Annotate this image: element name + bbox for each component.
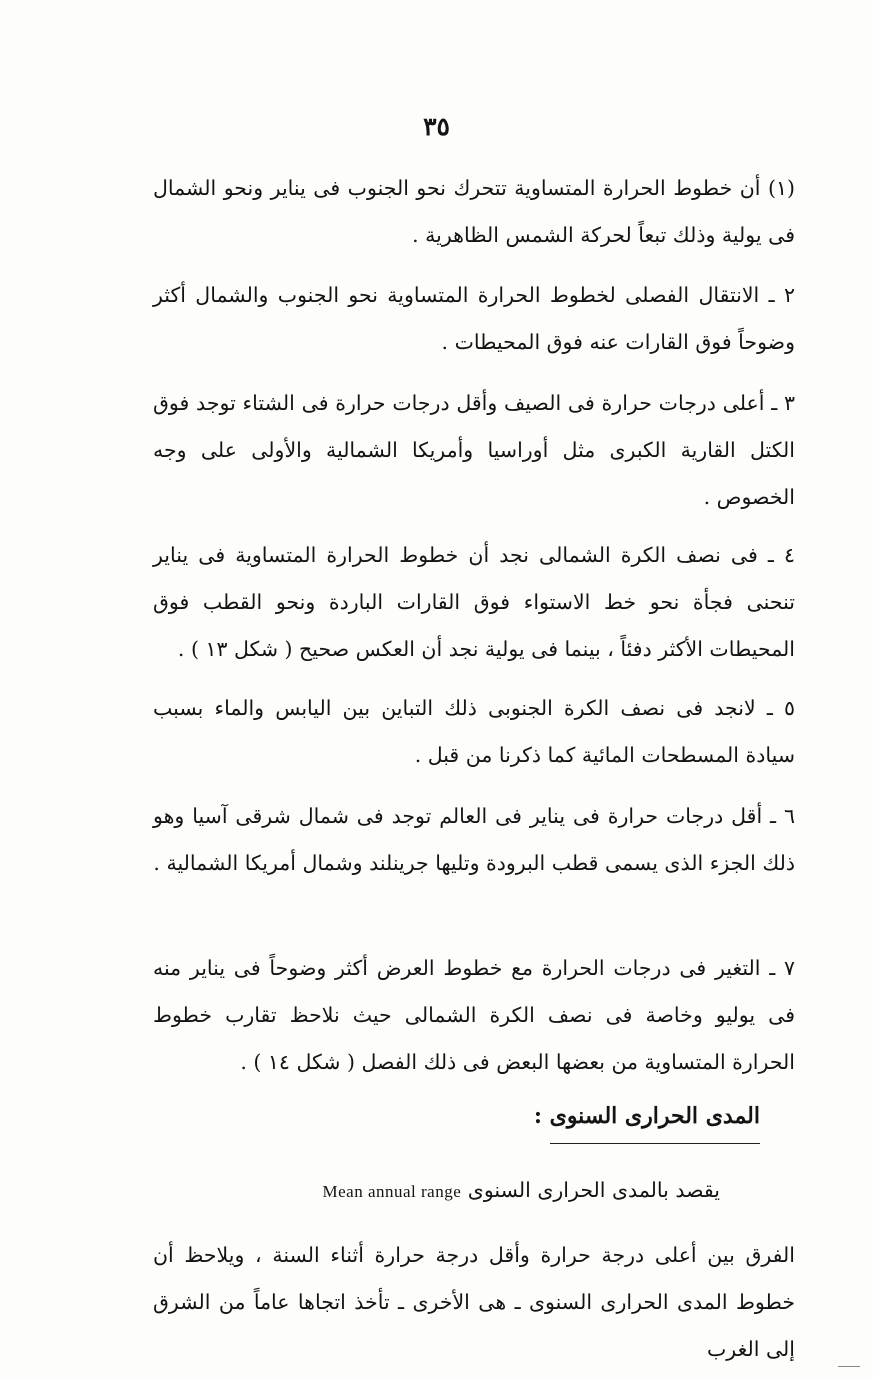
paragraph-1: (١) أن خطوط الحرارة المتساوية تتحرك نحو الجنوب فى يناير ونحو الشمال فى يولية وذلك تبعاً لحركة الشمس الظاهرية . (153, 176, 795, 247)
definition-line (322, 1178, 720, 1202)
paragraph-4: ٤ ـ فى نصف الكرة الشمالى نجد أن خطوط الحرارة المتساوية فى يناير تنحنى فجأة نحو خط الاستواء فوق القارات الباردة ونحو القطب فوق المحيطات الأكثر دفئاً ، بينما فى يولية نجد أن العكس صحيح ( شكل ١٣ ) . (153, 543, 795, 661)
definition-latin-term: Mean annual range (322, 1182, 462, 1201)
paragraph-6: ٦ ـ أقل درجات حرارة فى يناير فى العالم توجد فى شمال شرقى آسيا وهو ذلك الجزء الذى يسمى قطب البرودة وتليها جرينلند وشمال أمريكا الشمالية . (153, 804, 795, 875)
page-number: ٣٥ (423, 112, 450, 141)
definition-arabic: يقصد بالمدى الحرارى السنوى (467, 1178, 720, 1202)
section-heading: المدى الحرارى السنوى : (533, 1103, 760, 1129)
closing-paragraph: الفرق بين أعلى درجة حرارة وأقل درجة حرارة أثناء السنة ، ويلاحظ أن خطوط المدى الحرارى السنوى ـ هى الأخرى ـ تأخذ اتجاها عاماً من الشرق إلى الغرب (153, 1243, 795, 1361)
paragraph-2: ٢ ـ الانتقال الفصلى لخطوط الحرارة المتساوية نحو الجنوب والشمال أكثر وضوحاً فوق القارات عنه فوق المحيطات . (153, 283, 795, 354)
paragraph-7: ٧ ـ التغير فى درجات الحرارة مع خطوط العرض أكثر وضوحاً فى يناير منه فى يوليو وخاصة فى نصف الكرة الشمالى حيث نلاحظ تقارب خطوط الحرارة المتساوية من بعضها البعض فى ذلك الفصل ( شكل ١٤ ) . (153, 956, 795, 1074)
footer-mark (838, 1366, 860, 1367)
paragraph-5: ٥ ـ لانجد فى نصف الكرة الجنوبى ذلك التباين بين اليابس والماء بسبب سيادة المسطحات المائية كما ذكرنا من قبل . (153, 696, 795, 767)
paragraph-3: ٣ ـ أعلى درجات حرارة فى الصيف وأقل درجات حرارة فى الشتاء توجد فوق الكتل القارية الكبرى مثل أوراسيا وأمريكا الشمالية والأولى على وجه الخصوص . (153, 391, 795, 509)
heading-underline (550, 1143, 760, 1144)
